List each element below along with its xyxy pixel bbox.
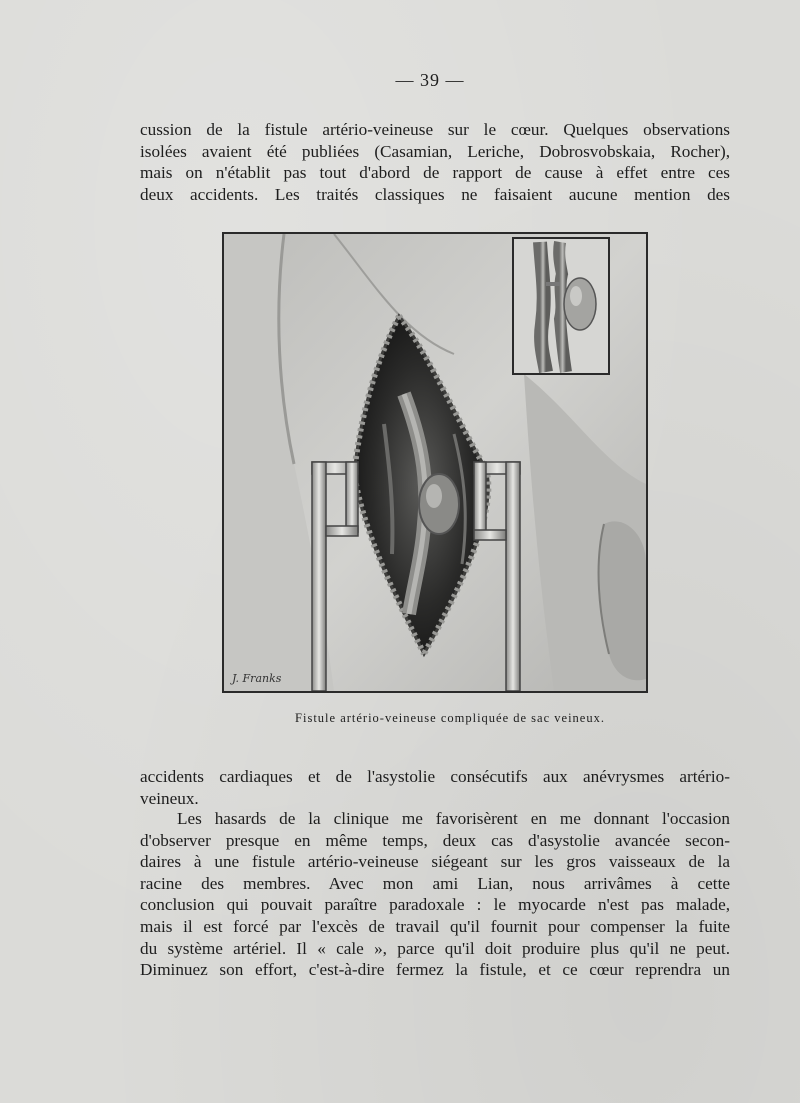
paragraph-main — [140, 808, 730, 981]
paragraph-top — [140, 119, 730, 205]
text-line: racine des membres. Avec mon ami Lian, nous arrivâmes à cette — [140, 873, 730, 893]
text-line: isolées avaient été publiées (Casamian, Leriche, Dobrosvobskaia, Rocher), — [140, 141, 730, 161]
text-line: mais on n'établit pas tout d'abord de rapport de cause à effet entre ces — [140, 163, 730, 183]
text-line: accidents cardiaques et de l'asystolie consécutifs aux anévrysmes artério- — [140, 767, 730, 786]
figure-caption: Fistule artério-veineuse compliquée de sac veineux. — [295, 711, 605, 725]
text-line: conclusion qui pouvait paraître paradoxale : le myocarde n'est pas malade, — [140, 895, 730, 915]
artist-signature: J. Franks — [232, 672, 282, 685]
paragraph-continued — [140, 766, 730, 809]
text-line: Diminuez son effort, c'est-à-dire fermez la fistule, et ce cœur reprendra un — [140, 960, 730, 980]
text-line: cussion de la fistule artério-veineuse sur le cœur. Quelques observations — [140, 120, 730, 139]
surgical-illustration — [222, 232, 648, 693]
text-line: mais il est forcé par l'excès de travail qu'il fournit pour compenser la fuite — [140, 916, 730, 936]
text-line: daires à une fistule artério-veineuse siégeant sur les gros vaisseaux de la — [140, 852, 730, 872]
text-line: Les hasards de la clinique me favorisèrent en me donnant l'occasion — [177, 809, 730, 828]
text-line: du système artériel. Il « cale », parce qu'il doit produire plus qu'il ne peut. — [140, 938, 730, 958]
page-number: — 39 — — [395, 70, 465, 90]
text-line: d'observer presque en même temps, deux cas d'asystolie avancée secon- — [140, 830, 730, 850]
text-line: veineux. — [140, 788, 199, 808]
text-line: deux accidents. Les traités classiques ne faisaient aucune mention des — [140, 184, 730, 204]
